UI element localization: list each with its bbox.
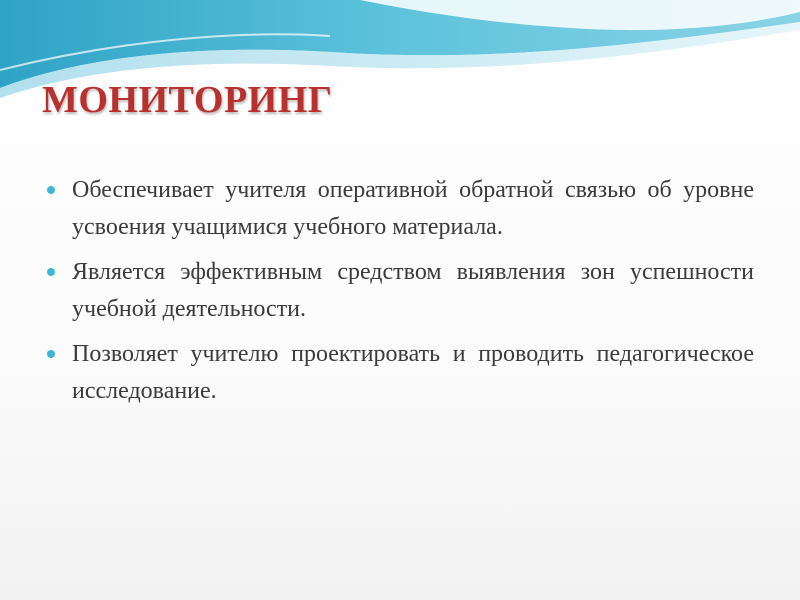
bullet-text: Позволяет учителю проектировать и проводить педагогическое исследование. bbox=[72, 341, 754, 404]
bullet-dot-icon bbox=[47, 268, 55, 276]
bullet-list bbox=[42, 172, 754, 418]
bullet-item bbox=[42, 336, 754, 410]
bullet-item bbox=[42, 254, 754, 328]
bullet-text: Обеспечивает учителя оперативной обратной связью об уровне усвоения учащимися учебного материала. bbox=[72, 177, 754, 240]
slide-title: МОНИТОРИНГ bbox=[42, 79, 333, 121]
bullet-dot-icon bbox=[47, 350, 55, 358]
bullet-dot-icon bbox=[47, 186, 55, 194]
bullet-item bbox=[42, 172, 754, 246]
bullet-text: Является эффективным средством выявления зон успешности учебной деятельности. bbox=[72, 259, 754, 322]
